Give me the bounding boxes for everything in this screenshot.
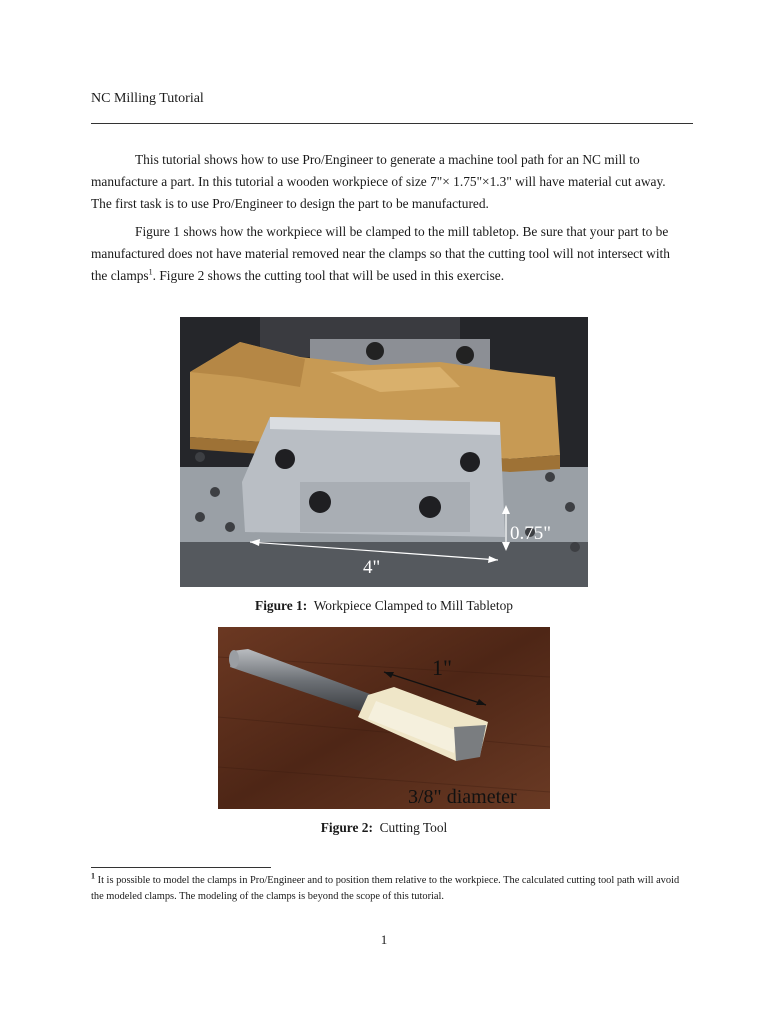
footnote [91,873,681,905]
clamp-paragraph [91,221,675,287]
page-number: 1 [380,932,388,947]
intro-paragraph [91,149,675,215]
clamp-text: Figure 1 shows how the workpiece will be clamped to the mill tabletop. Be sure that your part to be manufactured does not have material removed near the clamps so that the cutting tool will not intersect with the clamps [91,224,670,283]
intro-text: This tutorial shows how to use Pro/Engineer to generate a machine tool path for an NC mill to manufacture a part. In this tutorial a wooden workpiece of size 7"× 1.75"×1.3" will have material cut away. The first task is to use Pro/Engineer to design the part to be manufactured. [91,152,666,211]
figure-2-photo [218,627,550,809]
figure-2-caption-text: Cutting Tool [379,820,448,835]
figure-1-width-label: 4" [363,557,381,578]
footnote-reference[interactable]: 1 [148,267,153,277]
figure-2-label: Figure 2: [320,820,373,835]
figure-2-caption [0,820,768,836]
clamp-text-end: . Figure 2 shows the cutting tool that will be used in this exercise. [152,268,505,283]
running-header: NC Milling Tutorial [91,91,204,106]
figure-1-label: Figure 1: [255,598,308,613]
figure-1-height-label: 0.75" [510,523,552,544]
figure-1-caption [0,598,768,614]
header-rule [91,123,693,124]
figure-2-diameter-label: 3/8" diameter [408,786,517,808]
figure-1-caption-text: Workpiece Clamped to Mill Tabletop [313,598,513,613]
footnote-text: It is possible to model the clamps in Pro/Engineer and to position them relative to the workpiece. The calculated cutting tool path will avoid the modeled clamps. The modeling of the clamps is beyond the scope of this tutorial. [91,875,680,902]
footnote-rule [91,867,271,868]
figure-2-length-label: 1" [432,655,452,680]
footnote-marker: 1 [91,871,95,881]
figure-1-photo [180,317,588,587]
